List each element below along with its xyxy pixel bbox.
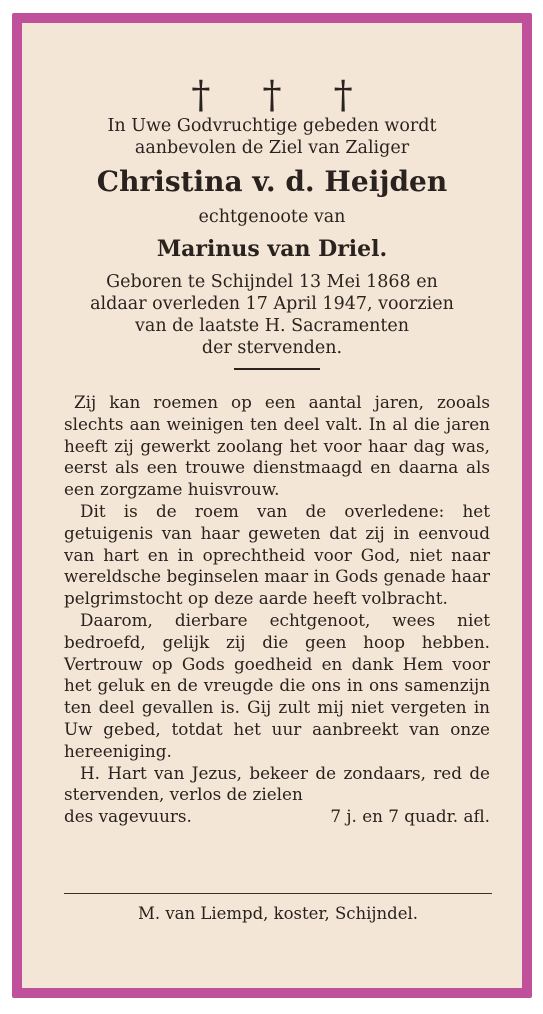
intro-line-2: aanbevolen de Ziel van Zaliger — [134, 138, 410, 158]
memorial-text — [64, 392, 490, 828]
deceased-name: Christina v. d. Heijden — [96, 165, 448, 198]
birth-death-line-2: aldaar overleden 17 April 1947, voorzien — [90, 294, 454, 314]
intro-line-1: In Uwe Godvruchtige gebeden wordt — [107, 116, 437, 136]
birth-death-line-3: van de laatste H. Sacramenten — [135, 316, 409, 336]
paragraph-4: H. Hart van Jezus, bekeer de zondaars, red de stervenden, verlos de zielen — [64, 762, 490, 805]
closing-words: des vagevuurs. — [64, 806, 192, 827]
spouse-intro: echtgenoote van — [198, 207, 346, 227]
paragraph-2: Dit is de roem van de overledene: het getuigenis van haar geweten dat zij in eenvoud van hart en in oprechtheid voor God, niet naar wereldsche beginselen maar in Gods genade haar pelgrimstocht op deze aarde heeft volbracht. — [64, 500, 490, 609]
divider — [234, 368, 320, 370]
paragraph-1: Zij kan roemen op een aantal jaren, zooals slechts aan weinigen ten deel valt. In al die jaren heeft zij gewerkt zoolang het voor haar dag was, eerst als een trouwe dienstmaagd en daarna als een zorgzame huisvrouw. — [64, 392, 490, 500]
closing-line — [64, 806, 490, 828]
spouse-name: Marinus van Driel. — [156, 236, 388, 262]
bottom-divider — [64, 893, 492, 894]
crosses-icon: † † † — [191, 73, 373, 117]
indulgence-note: 7 j. en 7 quadr. afl. — [330, 806, 490, 827]
birth-death-line-1: Geboren te Schijndel 13 Mei 1868 en — [106, 272, 438, 292]
paragraph-3: Daarom, dierbare echtgenoot, wees niet bedroefd, gelijk zij die geen hoop hebben. Vertrouw op Gods goedheid en dank Hem voor het geluk en de vreugde die ons in ons samenzijn ten deel gevallen is. Gij zult mij niet vergeten in Uw gebed, totdat het uur aanbreekt van onze hereeniging. — [64, 609, 490, 761]
printer-credit: M. van Liempd, koster, Schijndel. — [137, 904, 419, 923]
memorial-card — [22, 23, 522, 988]
birth-death-line-4: der stervenden. — [201, 338, 343, 358]
